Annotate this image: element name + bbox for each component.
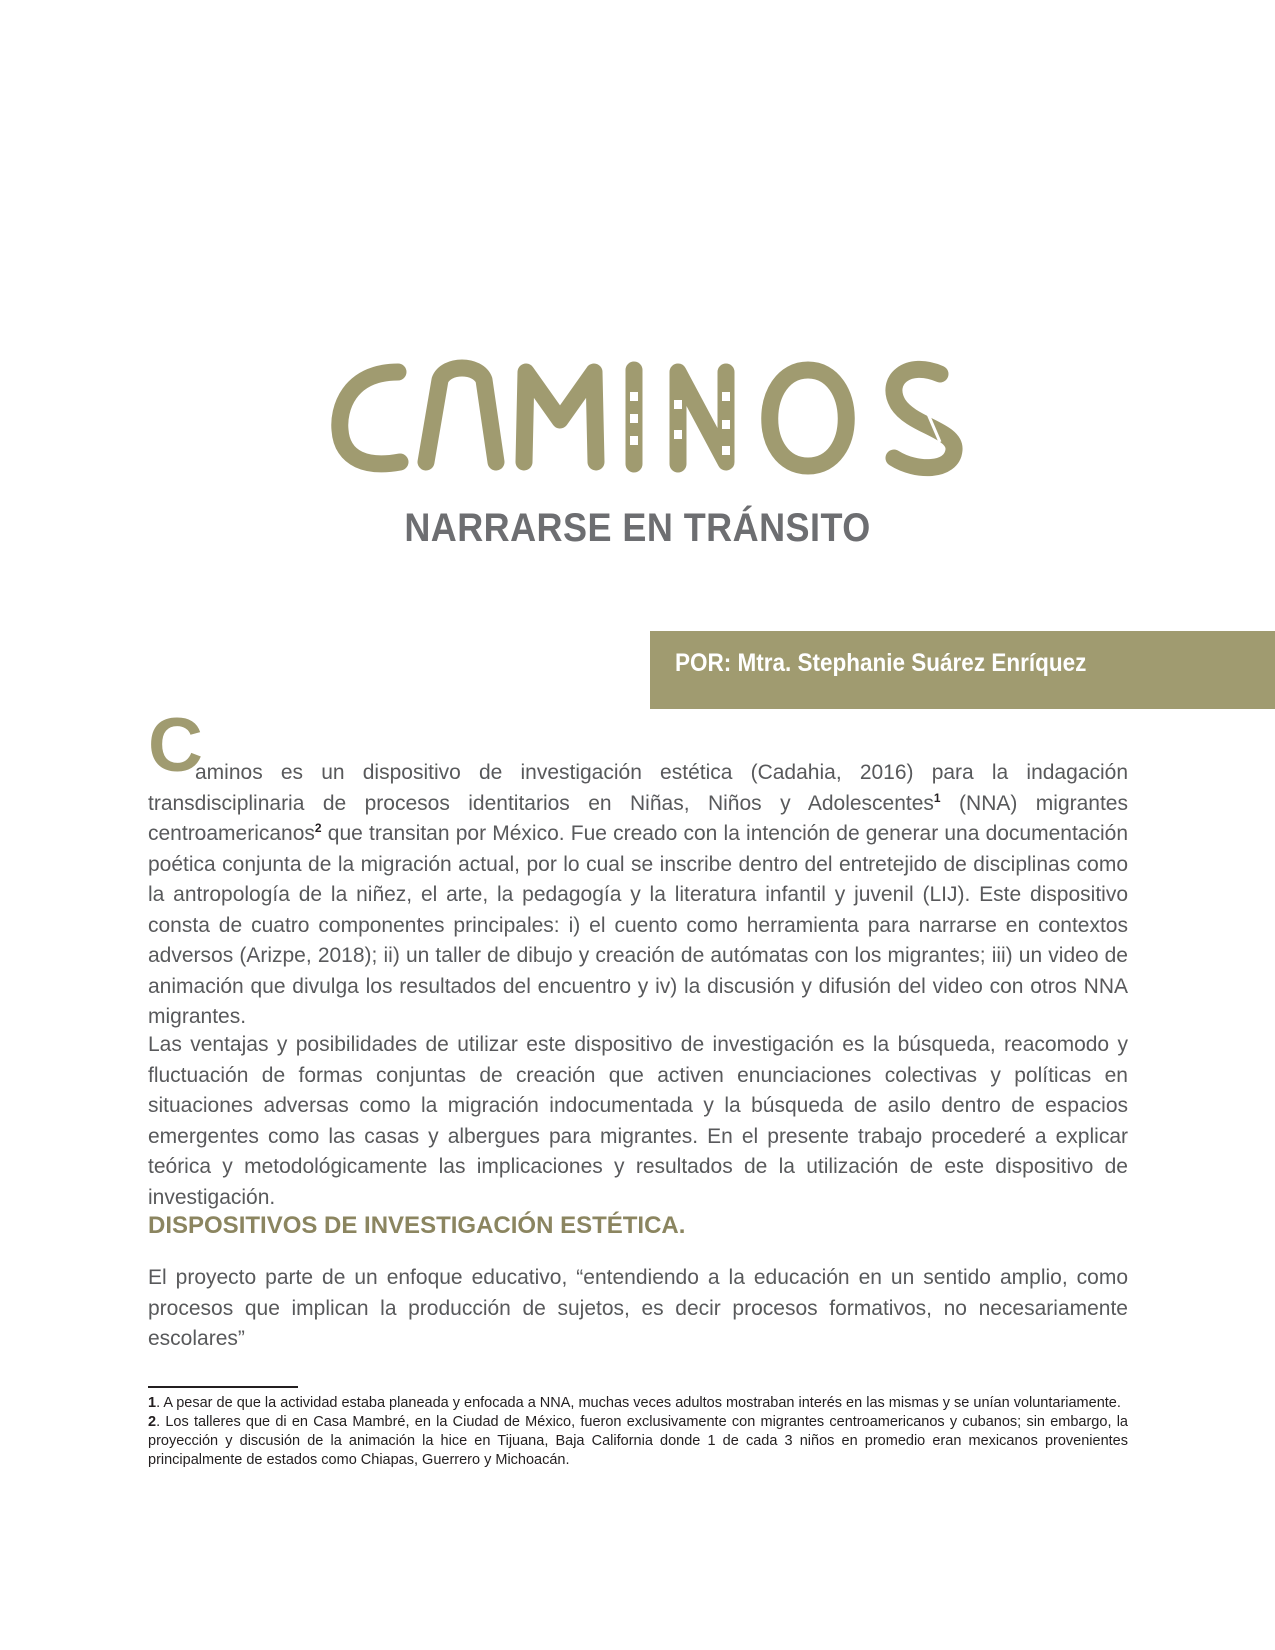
footnote-2 [148, 1413, 1128, 1470]
footnote-1-number: 1 [148, 1395, 157, 1411]
footnote-2-text: . Los talleres que di en Casa Mambré, en la Ciudad de México, fueron exclusivamente con migrantes centroamericanos y cubanos; sin embargo, la proyección y discusión de la animación la hice en Tijuana, Baja California donde 1 de cada 3 niños en promedio eran mexicanos provenientes principalmente de estados como Chiapas, Guerrero y Michoacán. [148, 1414, 1128, 1468]
footnote-divider [148, 1386, 298, 1388]
third-paragraph [148, 1263, 1128, 1355]
second-paragraph-text: Las ventajas y posibilidades de utilizar este dispositivo de investigación es la búsqueda, reacomodo y fluctuación de formas conjuntas de creación que activen enunciaciones colectivas y políticas en situaciones adversas como la migración indocumentada y la búsqueda de asilo dentro de espacios emergentes como las casas y albergues para migrantes. En el presente trabajo procederé a explicar teórica y metodológicamente las implicaciones y resultados de la utilización de este dispositivo de investigación. [148, 1033, 1128, 1209]
intro-text-b: (NNA) migrantes centroamericanos [148, 791, 1128, 845]
footnotes [148, 1394, 1128, 1470]
drop-cap: C [148, 703, 203, 788]
second-paragraph [148, 1030, 1128, 1213]
footnote-2-number: 2 [148, 1414, 157, 1430]
author-banner [650, 631, 1275, 709]
footnote-ref-1[interactable]: 1 [933, 790, 941, 805]
footnote-1 [148, 1394, 1128, 1413]
footnote-1-text: . A pesar de que la actividad estaba planeada y enfocada a NNA, muchas veces adultos mostraban interés en las mismas y se unían voluntariamente. [156, 1395, 1121, 1411]
intro-text-c: que transitan por México. Fue creado con la intención de generar una documentación poética conjunta de la migración actual, por lo cual se inscribe dentro del entretejido de disciplinas como la antropología de la niñez, el arte, la pedagogía y la literatura infantil y juvenil (LIJ). Este dispositivo consta de cuatro componentes principales: i) el cuento como herramienta para narrarse en contextos adversos (Arizpe, 2018); ii) un taller de dibujo y creación de autómatas con los migrantes; iii) un video de animación que divulga los resultados del encuentro y iv) la discusión y difusión del video con otros NNA migrantes. [148, 822, 1128, 1028]
intro-paragraph [148, 758, 1128, 1033]
footnote-ref-2[interactable]: 2 [314, 821, 322, 835]
page-subtitle: NARRARSE EN TRÁNSITO [404, 506, 871, 550]
intro-text-a: aminos es un dispositivo de investigación estética (Cadahia, 2016) para la indagación transdisciplinaria de procesos identitarios en Niñas, Niños y Adolescentes [148, 761, 1128, 815]
author-label: POR: Mtra. Stephanie Suárez Enríquez [675, 649, 1087, 677]
third-paragraph-text: El proyecto parte de un enfoque educativo, “entendiendo a la educación en un sentido amplio, como procesos que implican la producción de sujetos, es decir procesos formativos, no necesariamente escolares” [148, 1266, 1128, 1350]
section-heading: DISPOSITIVOS DE INVESTIGACIÓN ESTÉTICA. [148, 1212, 686, 1239]
caminos-logo [328, 350, 1008, 490]
